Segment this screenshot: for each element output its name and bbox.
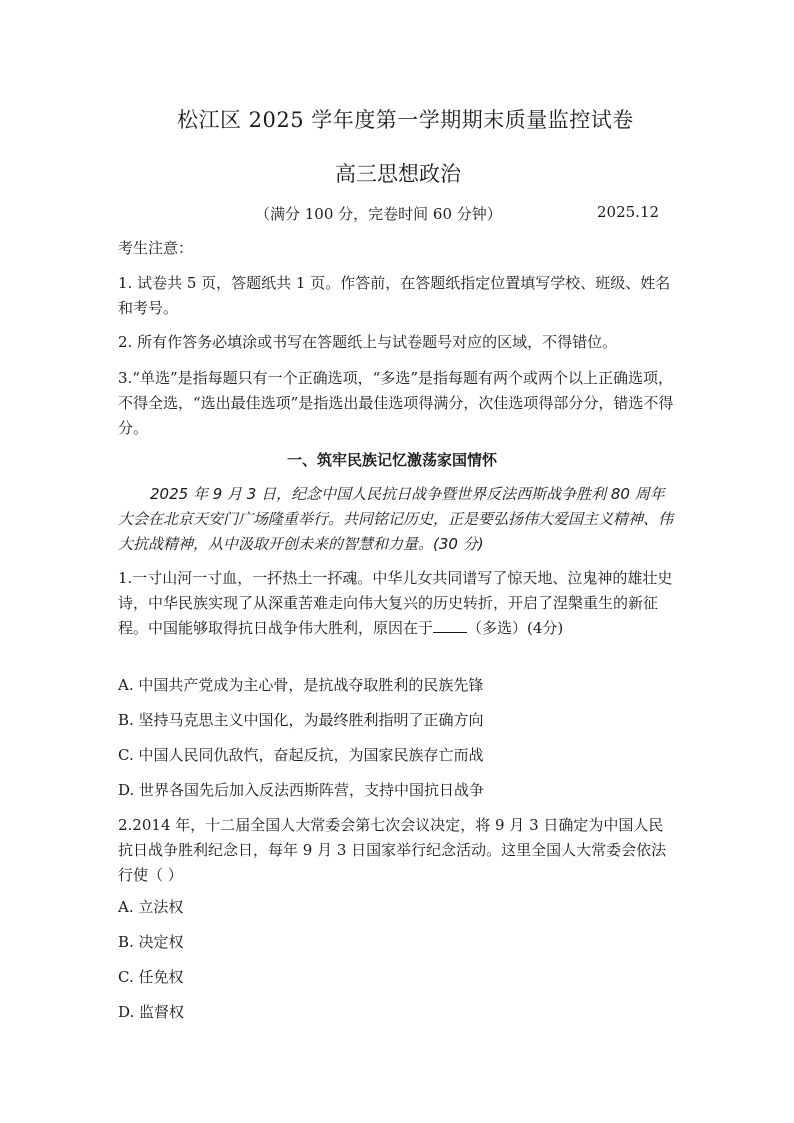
question-2-stem: 2.2014 年，十二届全国人大常委会第七次会议决定，将 9 月 3 日确定为中国人民抗日战争胜利纪念日，每年 9 月 3 日国家举行纪念活动。这里全国人大常委会依法行使（ ） <box>118 816 667 884</box>
notice-item-1: 1. 试卷共 5 页，答题纸共 1 页。作答前，在答题纸指定位置填写学校、班级、姓名和考号。 <box>118 274 671 317</box>
q1-option-a: A. 中国共产党成为主心骨，是抗战夺取胜利的民族先锋 <box>118 676 484 694</box>
q2-option-a: A. 立法权 <box>118 898 184 916</box>
question-1-text: 1.一寸山河一寸血，一抔热土一抔魂。中华儿女共同谱写了惊天地、泣鬼神的雄壮史诗，中华民族实现了从深重苦难走向伟大复兴的历史转折，开启了涅槃重生的新征程。中国能够取得抗日战争伟大胜利，原因在于 <box>118 569 673 637</box>
notice-heading: 考生注意： <box>118 239 194 257</box>
answer-blank <box>433 618 467 633</box>
exam-title: 松江区 2025 学年度第一学期期末质量监控试卷 <box>177 108 634 132</box>
question-1-type: （多选）(4分) <box>467 619 564 637</box>
q2-option-b: B. 决定权 <box>118 933 184 951</box>
q2-option-c: C. 任免权 <box>118 968 184 986</box>
question-1-stem <box>118 566 678 641</box>
q1-option-c: C. 中国人民同仇敌忾，奋起反抗，为国家民族存亡而战 <box>118 746 484 764</box>
q1-option-b: B. 坚持马克思主义中国化，为最终胜利指明了正确方向 <box>118 711 484 729</box>
notice-item-2: 2. 所有作答务必填涂或书写在答题纸上与试卷题号对应的区域，不得错位。 <box>118 333 618 351</box>
section-title: 一、筑牢民族记忆激荡家国情怀 <box>287 451 498 469</box>
q2-option-d: D. 监督权 <box>118 1003 185 1021</box>
exam-subject: 高三思想政治 <box>335 162 461 186</box>
notice-item-3: 3.“单选”是指每题只有一个正确选项，“多选”是指每题有两个或两个以上正确选项，不得全选，“选出最佳选项”是指选出最佳选项得满分，次佳选项得部分分，错选不得分。 <box>118 369 674 437</box>
exam-date: 2025.12 <box>597 203 660 221</box>
q1-option-d: D. 世界各国先后加入反法西斯阵营，支持中国抗日战争 <box>118 781 485 799</box>
section-intro: 2025 年 9 月 3 日，纪念中国人民抗日战争暨世界反法西斯战争胜利 80 周年大会在北京天安门广场隆重举行。共同铭记历史，正是要弘扬伟大爱国主义精神、伟大抗战精神，从中汲取开创未来的智慧和力量。(30 分) <box>118 485 674 553</box>
score-time-info: （满分 100 分，完卷时间 60 分钟） <box>255 205 502 223</box>
